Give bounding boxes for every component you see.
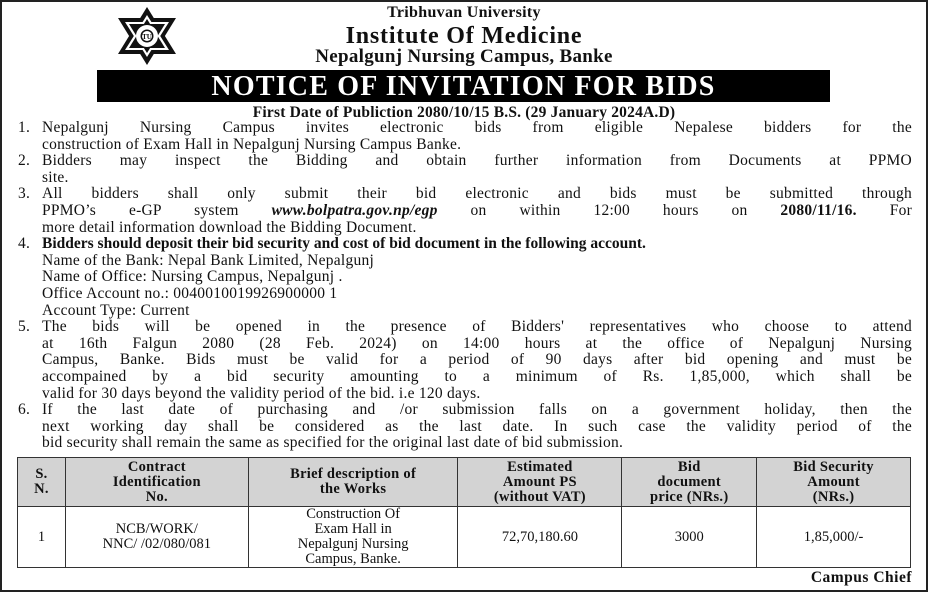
clause-line: Campus, Banke. Bids must be valid for a period of 90 days after bid opening and must be <box>42 351 912 369</box>
clause-line: site. <box>42 168 69 186</box>
cell-text-line: Identification <box>112 473 201 490</box>
egp-url-link[interactable]: www.bolpatra.gov.np/egp <box>271 201 438 219</box>
clause-line: Bidders may inspect the Bidding and obtain further information from Documents at PPMO <box>42 152 912 170</box>
clause-number: 4. <box>18 235 31 253</box>
notice-title: NOTICE OF INVITATION FOR BIDS <box>97 70 830 102</box>
cell-text-line: Construction Of <box>306 506 401 522</box>
cell-text-line: Contract <box>127 458 186 475</box>
cell-text-line: Nepalgunj Nursing <box>297 536 409 552</box>
cell-text-line: No. <box>145 488 168 505</box>
clause-line: accompained by a bid security amounting to a minimum of Rs. 1,85,000, which shall be <box>42 367 912 385</box>
cell-text-line: Estimated <box>507 458 573 475</box>
office-name: Name of Office: Nursing Campus, Nepalgunj . <box>42 268 343 286</box>
submission-deadline: 2080/11/16. <box>780 201 857 219</box>
header-sn <box>18 458 66 507</box>
cell-document-price: 3000 <box>622 507 757 568</box>
clause-line: The bids will be opened in the presence of Bidders' representatives who choose to attend <box>42 318 912 336</box>
clause-number: 1. <box>18 119 31 136</box>
header-bid-security <box>757 458 911 507</box>
clause-2 <box>18 153 912 186</box>
clause-text: PPMO’s e-GP system <box>42 201 272 219</box>
cell-text-line: NCB/WORK/ <box>115 521 198 537</box>
cell-sn: 1 <box>18 507 66 568</box>
university-name: Tribhuvan University <box>387 4 541 21</box>
signature: Campus Chief <box>810 569 912 586</box>
logo-text: TU <box>142 33 152 41</box>
cell-text-line: the Works <box>319 481 387 497</box>
cell-text-line: Brief description of <box>290 466 417 482</box>
clause-number: 3. <box>18 185 31 203</box>
account-number: Office Account no.: 0040010019926900000 1 <box>42 284 338 302</box>
cell-text-line: Campus, Banke. <box>305 551 401 567</box>
institute-name: Institute Of Medicine <box>345 23 583 49</box>
cell-text-line: (without VAT) <box>493 488 586 505</box>
cell-text-line: S. <box>35 466 48 482</box>
cell-text-line: Amount <box>807 473 860 490</box>
clause-text: on within 12:00 hours on <box>437 201 781 219</box>
clause-4 <box>18 236 912 319</box>
cell-text-line: price (NRs.) <box>649 488 729 505</box>
cell-text-line: Bid Security <box>793 458 874 475</box>
cell-text-line: Bid <box>677 458 701 475</box>
publication-date: First Date of Publiction 2080/10/15 B.S. (29 January 2024A.D) <box>252 104 676 121</box>
clause-line: more detail information download the Bidding Document. <box>42 218 417 236</box>
header-estimated-amount <box>458 458 622 507</box>
cell-text-line: Amount PS <box>502 473 577 490</box>
cell-description <box>248 507 458 568</box>
cell-text-line: N. <box>34 481 49 497</box>
clause-5 <box>18 319 912 402</box>
cell-bid-security: 1,85,000/- <box>757 507 911 568</box>
clause-line: bid security shall remain the same as specified for the original last date of bid submission. <box>42 434 624 452</box>
header-contract-id <box>65 458 248 507</box>
clause-number: 6. <box>18 401 31 419</box>
clause-line <box>42 203 912 220</box>
account-type: Account Type: Current <box>42 301 190 319</box>
clause-6 <box>18 402 912 452</box>
notice-body <box>18 120 912 452</box>
cell-text-line: (NRs.) <box>812 488 855 505</box>
bank-name: Name of the Bank: Nepal Bank Limited, Nepalgunj <box>42 251 374 269</box>
cell-text-line: NNC/ /02/080/081 <box>102 536 212 552</box>
cell-text-line: document <box>657 473 722 490</box>
cell-contract-id <box>65 507 248 568</box>
clause-line: If the last date of purchasing and /or submission falls on a government holiday, then the <box>42 401 912 419</box>
clause-line: Nepalgunj Nursing Campus invites electronic bids from eligible Nepalese bidders for the <box>42 119 912 136</box>
clause-heading: Bidders should deposit their bid security and cost of bid document in the following account. <box>42 235 646 253</box>
cell-estimated-amount: 72,70,180.60 <box>458 507 622 568</box>
table-row <box>18 507 911 568</box>
table-header-row <box>18 458 911 507</box>
clause-line: next working day shall be considered as the last date. In such case the validity period of the <box>42 417 912 435</box>
clause-3 <box>18 186 912 236</box>
clause-number: 2. <box>18 152 31 170</box>
header-document-price <box>622 458 757 507</box>
clause-1 <box>18 120 912 153</box>
campus-name: Nepalgunj Nursing Campus, Banke <box>315 46 613 67</box>
clause-line: at 16th Falgun 2080 (28 Feb. 2024) on 14:00 hours at the office of Nepalgunj Nursing <box>42 334 912 352</box>
clause-line: construction of Exam Hall in Nepalgunj Nursing Campus Banke. <box>42 135 462 153</box>
bids-table <box>17 457 911 568</box>
header-description <box>248 458 458 507</box>
clause-text: For <box>856 201 912 219</box>
clause-line: All bidders shall only submit their bid electronic and bids must be submitted through <box>42 185 912 203</box>
clause-number: 5. <box>18 318 31 336</box>
clause-line: valid for 30 days beyond the validity period of the bid. i.e 120 days. <box>42 384 481 402</box>
cell-text-line: Exam Hall in <box>314 521 392 537</box>
